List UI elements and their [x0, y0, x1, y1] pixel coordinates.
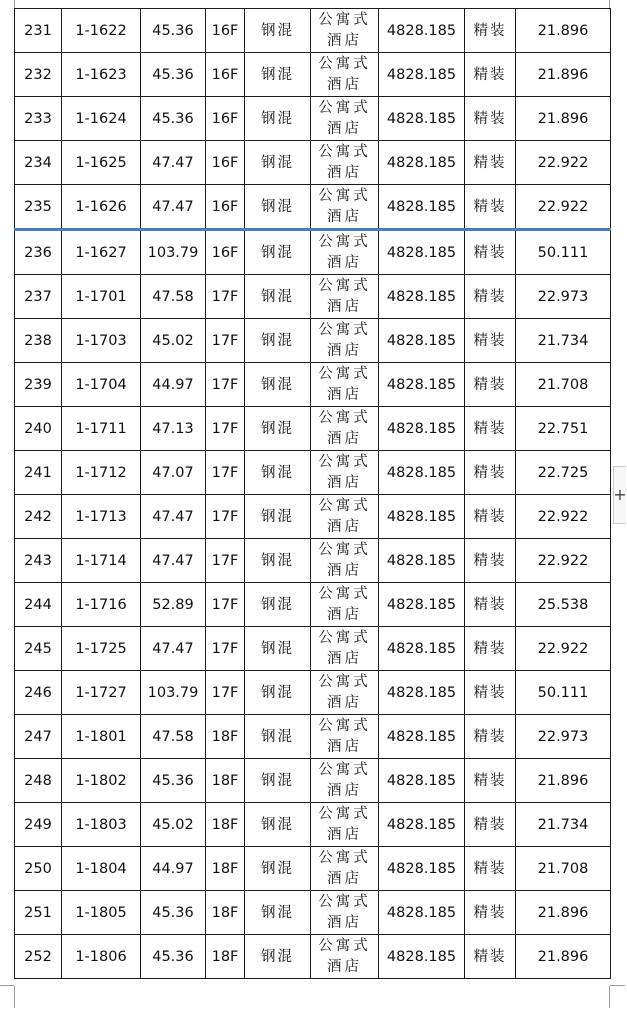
cell-area[interactable]: 47.47	[141, 141, 206, 185]
cell-unit-price[interactable]: 4828.185	[379, 495, 465, 539]
cell-unit-price[interactable]: 4828.185	[379, 141, 465, 185]
cell-room-number[interactable]: 1-1727	[62, 671, 141, 715]
cell-usage[interactable]	[311, 627, 379, 671]
usage-text-line: 公寓式	[318, 541, 371, 558]
cell-usage[interactable]	[311, 715, 379, 759]
usage-text-line: 酒店	[327, 76, 362, 93]
cell-room-number[interactable]: 1-1725	[62, 627, 141, 671]
cell-row-number[interactable]: 237	[15, 275, 62, 319]
usage-text-line: 酒店	[327, 32, 362, 49]
cell-floor[interactable]: 17F	[206, 495, 245, 539]
cell-usage[interactable]	[311, 451, 379, 495]
cell-total-price[interactable]: 22.751	[516, 407, 611, 451]
cell-unit-price[interactable]: 4828.185	[379, 363, 465, 407]
table-row[interactable]	[15, 97, 611, 141]
add-row-button[interactable]	[613, 466, 626, 524]
cell-floor[interactable]: 17F	[206, 671, 245, 715]
cell-usage[interactable]	[311, 891, 379, 935]
usage-text-line: 公寓式	[318, 187, 371, 204]
table-row[interactable]	[15, 935, 611, 979]
cell-floor[interactable]: 16F	[206, 97, 245, 141]
cell-row-number[interactable]: 249	[15, 803, 62, 847]
cell-structure[interactable]: 钢混	[245, 583, 311, 627]
cell-unit-price[interactable]: 4828.185	[379, 539, 465, 583]
cell-finish[interactable]: 精装	[465, 275, 516, 319]
usage-text-line: 公寓式	[318, 99, 371, 116]
cell-finish[interactable]: 精装	[465, 627, 516, 671]
cell-floor[interactable]: 18F	[206, 847, 245, 891]
usage-text-line: 酒店	[327, 342, 362, 359]
cell-row-number[interactable]: 250	[15, 847, 62, 891]
cell-area[interactable]: 103.79	[141, 230, 206, 275]
usage-text-line: 酒店	[327, 738, 362, 755]
cell-structure[interactable]: 钢混	[245, 53, 311, 97]
usage-text-line: 公寓式	[318, 277, 371, 294]
cell-floor[interactable]: 16F	[206, 9, 245, 53]
usage-text-line: 公寓式	[318, 55, 371, 72]
usage-text-line: 酒店	[327, 826, 362, 843]
cell-usage[interactable]	[311, 97, 379, 141]
cell-structure[interactable]: 钢混	[245, 539, 311, 583]
cell-structure[interactable]: 钢混	[245, 803, 311, 847]
cell-structure[interactable]: 钢混	[245, 141, 311, 185]
usage-text-line: 公寓式	[318, 717, 371, 734]
cell-structure[interactable]: 钢混	[245, 185, 311, 230]
cell-area[interactable]: 52.89	[141, 583, 206, 627]
cell-finish[interactable]: 精装	[465, 715, 516, 759]
cell-floor[interactable]: 16F	[206, 141, 245, 185]
cell-floor[interactable]: 18F	[206, 935, 245, 979]
cell-row-number[interactable]: 247	[15, 715, 62, 759]
table-row[interactable]	[15, 319, 611, 363]
cell-area[interactable]: 47.07	[141, 451, 206, 495]
usage-text-line: 公寓式	[318, 409, 371, 426]
cell-area[interactable]: 47.13	[141, 407, 206, 451]
cell-area[interactable]: 44.97	[141, 363, 206, 407]
usage-text-line: 酒店	[327, 208, 362, 225]
table-row[interactable]	[15, 141, 611, 185]
table-row[interactable]	[15, 759, 611, 803]
usage-text-line: 公寓式	[318, 761, 371, 778]
cell-finish[interactable]: 精装	[465, 319, 516, 363]
cell-room-number[interactable]: 1-1712	[62, 451, 141, 495]
cell-room-number[interactable]: 1-1622	[62, 9, 141, 53]
cell-structure[interactable]: 钢混	[245, 627, 311, 671]
cell-structure[interactable]: 钢混	[245, 935, 311, 979]
cell-row-number[interactable]: 246	[15, 671, 62, 715]
table-row[interactable]	[15, 671, 611, 715]
cell-total-price[interactable]: 21.896	[516, 53, 611, 97]
cell-unit-price[interactable]: 4828.185	[379, 847, 465, 891]
cell-row-number[interactable]: 233	[15, 97, 62, 141]
cell-finish[interactable]: 精装	[465, 495, 516, 539]
cell-structure[interactable]: 钢混	[245, 407, 311, 451]
cell-room-number[interactable]: 1-1805	[62, 891, 141, 935]
cell-total-price[interactable]: 21.896	[516, 759, 611, 803]
cell-total-price[interactable]: 22.922	[516, 495, 611, 539]
table-row[interactable]	[15, 715, 611, 759]
cell-area[interactable]: 47.47	[141, 185, 206, 230]
cell-total-price[interactable]: 22.922	[516, 185, 611, 230]
cell-area[interactable]: 47.47	[141, 495, 206, 539]
usage-text-line: 酒店	[327, 914, 362, 931]
cell-room-number[interactable]: 1-1711	[62, 407, 141, 451]
usage-text-line: 酒店	[327, 164, 362, 181]
usage-text-line: 公寓式	[318, 321, 371, 338]
table-row[interactable]	[15, 847, 611, 891]
usage-text-line: 酒店	[327, 562, 362, 579]
cell-area[interactable]: 45.36	[141, 53, 206, 97]
cell-row-number[interactable]: 248	[15, 759, 62, 803]
cell-area[interactable]: 45.36	[141, 9, 206, 53]
usage-text-line: 酒店	[327, 386, 362, 403]
cell-area[interactable]: 103.79	[141, 671, 206, 715]
cell-total-price[interactable]: 21.734	[516, 803, 611, 847]
cell-floor[interactable]: 16F	[206, 53, 245, 97]
cell-usage[interactable]	[311, 495, 379, 539]
cell-usage[interactable]	[311, 53, 379, 97]
cell-total-price[interactable]: 22.922	[516, 539, 611, 583]
table-row[interactable]	[15, 803, 611, 847]
cell-room-number[interactable]: 1-1626	[62, 185, 141, 230]
cell-unit-price[interactable]: 4828.185	[379, 715, 465, 759]
cell-total-price[interactable]: 21.734	[516, 319, 611, 363]
cell-room-number[interactable]: 1-1714	[62, 539, 141, 583]
cell-structure[interactable]: 钢混	[245, 319, 311, 363]
cell-total-price[interactable]: 50.111	[516, 671, 611, 715]
cell-floor[interactable]: 17F	[206, 407, 245, 451]
cell-unit-price[interactable]: 4828.185	[379, 803, 465, 847]
usage-text-line: 酒店	[327, 694, 362, 711]
cell-total-price[interactable]: 22.725	[516, 451, 611, 495]
cell-unit-price[interactable]: 4828.185	[379, 891, 465, 935]
cell-usage[interactable]	[311, 230, 379, 275]
usage-text-line: 公寓式	[318, 143, 371, 160]
cell-finish[interactable]: 精装	[465, 363, 516, 407]
cell-room-number[interactable]: 1-1806	[62, 935, 141, 979]
cell-area[interactable]: 47.47	[141, 539, 206, 583]
cell-usage[interactable]	[311, 275, 379, 319]
usage-text-line: 酒店	[327, 254, 362, 271]
cell-floor[interactable]: 16F	[206, 230, 245, 275]
cell-unit-price[interactable]: 4828.185	[379, 407, 465, 451]
usage-text-line: 公寓式	[318, 585, 371, 602]
cell-unit-price[interactable]: 4828.185	[379, 451, 465, 495]
usage-text-line: 公寓式	[318, 497, 371, 514]
cell-total-price[interactable]: 21.896	[516, 9, 611, 53]
cell-usage[interactable]	[311, 803, 379, 847]
cell-unit-price[interactable]: 4828.185	[379, 53, 465, 97]
table-row[interactable]	[15, 275, 611, 319]
cell-usage[interactable]	[311, 759, 379, 803]
cell-floor[interactable]: 17F	[206, 275, 245, 319]
table-row[interactable]	[15, 451, 611, 495]
cell-finish[interactable]: 精装	[465, 539, 516, 583]
cell-finish[interactable]: 精装	[465, 583, 516, 627]
cell-floor[interactable]: 18F	[206, 803, 245, 847]
cell-finish[interactable]: 精装	[465, 230, 516, 275]
cell-finish[interactable]: 精装	[465, 759, 516, 803]
cell-unit-price[interactable]: 4828.185	[379, 319, 465, 363]
cell-room-number[interactable]: 1-1713	[62, 495, 141, 539]
cell-room-number[interactable]: 1-1801	[62, 715, 141, 759]
cell-structure[interactable]: 钢混	[245, 230, 311, 275]
cell-floor[interactable]: 18F	[206, 759, 245, 803]
cell-room-number[interactable]: 1-1624	[62, 97, 141, 141]
cell-floor[interactable]: 17F	[206, 583, 245, 627]
cell-area[interactable]: 47.58	[141, 275, 206, 319]
cell-unit-price[interactable]: 4828.185	[379, 275, 465, 319]
cell-finish[interactable]: 精装	[465, 9, 516, 53]
cell-row-number[interactable]: 232	[15, 53, 62, 97]
table-row[interactable]	[15, 363, 611, 407]
usage-text-line: 酒店	[327, 958, 362, 975]
cell-area[interactable]: 47.47	[141, 627, 206, 671]
usage-text-line: 公寓式	[318, 893, 371, 910]
usage-text-line: 公寓式	[318, 365, 371, 382]
cell-usage[interactable]	[311, 141, 379, 185]
cell-total-price[interactable]: 22.922	[516, 141, 611, 185]
usage-text-line: 公寓式	[318, 937, 371, 954]
cell-row-number[interactable]: 238	[15, 319, 62, 363]
cell-row-number[interactable]: 234	[15, 141, 62, 185]
cell-unit-price[interactable]: 4828.185	[379, 9, 465, 53]
cell-structure[interactable]: 钢混	[245, 363, 311, 407]
cell-usage[interactable]	[311, 847, 379, 891]
cell-area[interactable]: 45.36	[141, 97, 206, 141]
cell-room-number[interactable]: 1-1804	[62, 847, 141, 891]
page-corner-mark	[14, 0, 15, 8]
cell-room-number[interactable]: 1-1703	[62, 319, 141, 363]
cell-structure[interactable]: 钢混	[245, 715, 311, 759]
usage-text-line: 酒店	[327, 782, 362, 799]
cell-row-number[interactable]: 241	[15, 451, 62, 495]
cell-unit-price[interactable]: 4828.185	[379, 627, 465, 671]
cell-structure[interactable]: 钢混	[245, 495, 311, 539]
cell-row-number[interactable]: 252	[15, 935, 62, 979]
page-corner-mark	[609, 986, 610, 1008]
cell-usage[interactable]	[311, 9, 379, 53]
usage-text-line: 酒店	[327, 474, 362, 491]
cell-finish[interactable]: 精装	[465, 97, 516, 141]
cell-area[interactable]: 44.97	[141, 847, 206, 891]
cell-row-number[interactable]: 236	[15, 230, 62, 275]
cell-total-price[interactable]: 50.111	[516, 230, 611, 275]
cell-unit-price[interactable]: 4828.185	[379, 759, 465, 803]
cell-room-number[interactable]: 1-1625	[62, 141, 141, 185]
cell-total-price[interactable]: 21.896	[516, 891, 611, 935]
cell-row-number[interactable]: 245	[15, 627, 62, 671]
cell-floor[interactable]: 17F	[206, 363, 245, 407]
usage-text-line: 酒店	[327, 606, 362, 623]
cell-usage[interactable]	[311, 407, 379, 451]
plus-icon: +	[613, 485, 627, 504]
cell-finish[interactable]: 精装	[465, 53, 516, 97]
cell-floor[interactable]: 17F	[206, 627, 245, 671]
table-row[interactable]	[15, 539, 611, 583]
cell-finish[interactable]: 精装	[465, 891, 516, 935]
cell-area[interactable]: 45.02	[141, 319, 206, 363]
cell-structure[interactable]: 钢混	[245, 9, 311, 53]
cell-row-number[interactable]: 240	[15, 407, 62, 451]
cell-total-price[interactable]: 21.708	[516, 847, 611, 891]
usage-text-line: 酒店	[327, 430, 362, 447]
cell-room-number[interactable]: 1-1627	[62, 230, 141, 275]
cell-floor[interactable]: 17F	[206, 451, 245, 495]
cell-room-number[interactable]: 1-1716	[62, 583, 141, 627]
cell-finish[interactable]: 精装	[465, 451, 516, 495]
cell-usage[interactable]	[311, 539, 379, 583]
usage-text-line: 酒店	[327, 298, 362, 315]
cell-finish[interactable]: 精装	[465, 847, 516, 891]
usage-text-line: 酒店	[327, 870, 362, 887]
cell-total-price[interactable]: 22.973	[516, 715, 611, 759]
usage-text-line: 酒店	[327, 518, 362, 535]
usage-text-line: 酒店	[327, 120, 362, 137]
cell-area[interactable]: 45.36	[141, 935, 206, 979]
cell-area[interactable]: 45.36	[141, 891, 206, 935]
cell-total-price[interactable]: 22.973	[516, 275, 611, 319]
cell-structure[interactable]: 钢混	[245, 671, 311, 715]
cell-total-price[interactable]: 21.708	[516, 363, 611, 407]
table-row[interactable]	[15, 627, 611, 671]
cell-room-number[interactable]: 1-1803	[62, 803, 141, 847]
cell-row-number[interactable]: 244	[15, 583, 62, 627]
usage-text-line: 公寓式	[318, 233, 371, 250]
cell-structure[interactable]: 钢混	[245, 97, 311, 141]
cell-usage[interactable]	[311, 671, 379, 715]
cell-area[interactable]: 45.02	[141, 803, 206, 847]
page-corner-mark	[610, 985, 625, 986]
table-row[interactable]	[15, 9, 611, 53]
cell-room-number[interactable]: 1-1802	[62, 759, 141, 803]
usage-text-line: 酒店	[327, 650, 362, 667]
cell-finish[interactable]: 精装	[465, 671, 516, 715]
usage-text-line: 公寓式	[318, 673, 371, 690]
cell-unit-price[interactable]: 4828.185	[379, 97, 465, 141]
usage-text-line: 公寓式	[318, 849, 371, 866]
cell-structure[interactable]: 钢混	[245, 759, 311, 803]
page-corner-mark	[14, 986, 15, 1008]
cell-row-number[interactable]: 243	[15, 539, 62, 583]
table-row[interactable]	[15, 407, 611, 451]
cell-structure[interactable]: 钢混	[245, 847, 311, 891]
table-body	[15, 9, 611, 979]
cell-unit-price[interactable]: 4828.185	[379, 671, 465, 715]
cell-area[interactable]: 47.58	[141, 715, 206, 759]
cell-structure[interactable]: 钢混	[245, 451, 311, 495]
cell-row-number[interactable]: 242	[15, 495, 62, 539]
usage-text-line: 公寓式	[318, 453, 371, 470]
table-row[interactable]	[15, 583, 611, 627]
cell-usage[interactable]	[311, 185, 379, 230]
cell-floor[interactable]: 16F	[206, 185, 245, 230]
cell-total-price[interactable]: 21.896	[516, 935, 611, 979]
cell-floor[interactable]: 18F	[206, 891, 245, 935]
table-row[interactable]	[15, 185, 611, 230]
cell-total-price[interactable]: 22.922	[516, 627, 611, 671]
listing-table	[14, 8, 611, 979]
cell-unit-price[interactable]: 4828.185	[379, 583, 465, 627]
cell-room-number[interactable]: 1-1704	[62, 363, 141, 407]
cell-finish[interactable]: 精装	[465, 407, 516, 451]
cell-finish[interactable]: 精装	[465, 185, 516, 230]
cell-area[interactable]: 45.36	[141, 759, 206, 803]
page-corner-mark	[609, 0, 610, 8]
usage-text-line: 公寓式	[318, 629, 371, 646]
table-row[interactable]	[15, 891, 611, 935]
cell-room-number[interactable]: 1-1701	[62, 275, 141, 319]
table-row[interactable]	[15, 495, 611, 539]
cell-row-number[interactable]: 251	[15, 891, 62, 935]
cell-room-number[interactable]: 1-1623	[62, 53, 141, 97]
cell-usage[interactable]	[311, 935, 379, 979]
cell-unit-price[interactable]: 4828.185	[379, 185, 465, 230]
cell-unit-price[interactable]: 4828.185	[379, 935, 465, 979]
cell-row-number[interactable]: 235	[15, 185, 62, 230]
cell-total-price[interactable]: 25.538	[516, 583, 611, 627]
table-row[interactable]	[15, 230, 611, 275]
cell-structure[interactable]: 钢混	[245, 275, 311, 319]
cell-floor[interactable]: 17F	[206, 539, 245, 583]
cell-row-number[interactable]: 231	[15, 9, 62, 53]
table-row[interactable]	[15, 53, 611, 97]
cell-floor[interactable]: 18F	[206, 715, 245, 759]
cell-structure[interactable]: 钢混	[245, 891, 311, 935]
cell-finish[interactable]: 精装	[465, 935, 516, 979]
usage-text-line: 公寓式	[318, 805, 371, 822]
cell-finish[interactable]: 精装	[465, 141, 516, 185]
cell-floor[interactable]: 17F	[206, 319, 245, 363]
page-corner-mark	[0, 985, 14, 986]
cell-usage[interactable]	[311, 319, 379, 363]
cell-finish[interactable]: 精装	[465, 803, 516, 847]
cell-row-number[interactable]: 239	[15, 363, 62, 407]
cell-usage[interactable]	[311, 583, 379, 627]
usage-text-line: 公寓式	[318, 11, 371, 28]
cell-total-price[interactable]: 21.896	[516, 97, 611, 141]
cell-unit-price[interactable]: 4828.185	[379, 230, 465, 275]
cell-usage[interactable]	[311, 363, 379, 407]
